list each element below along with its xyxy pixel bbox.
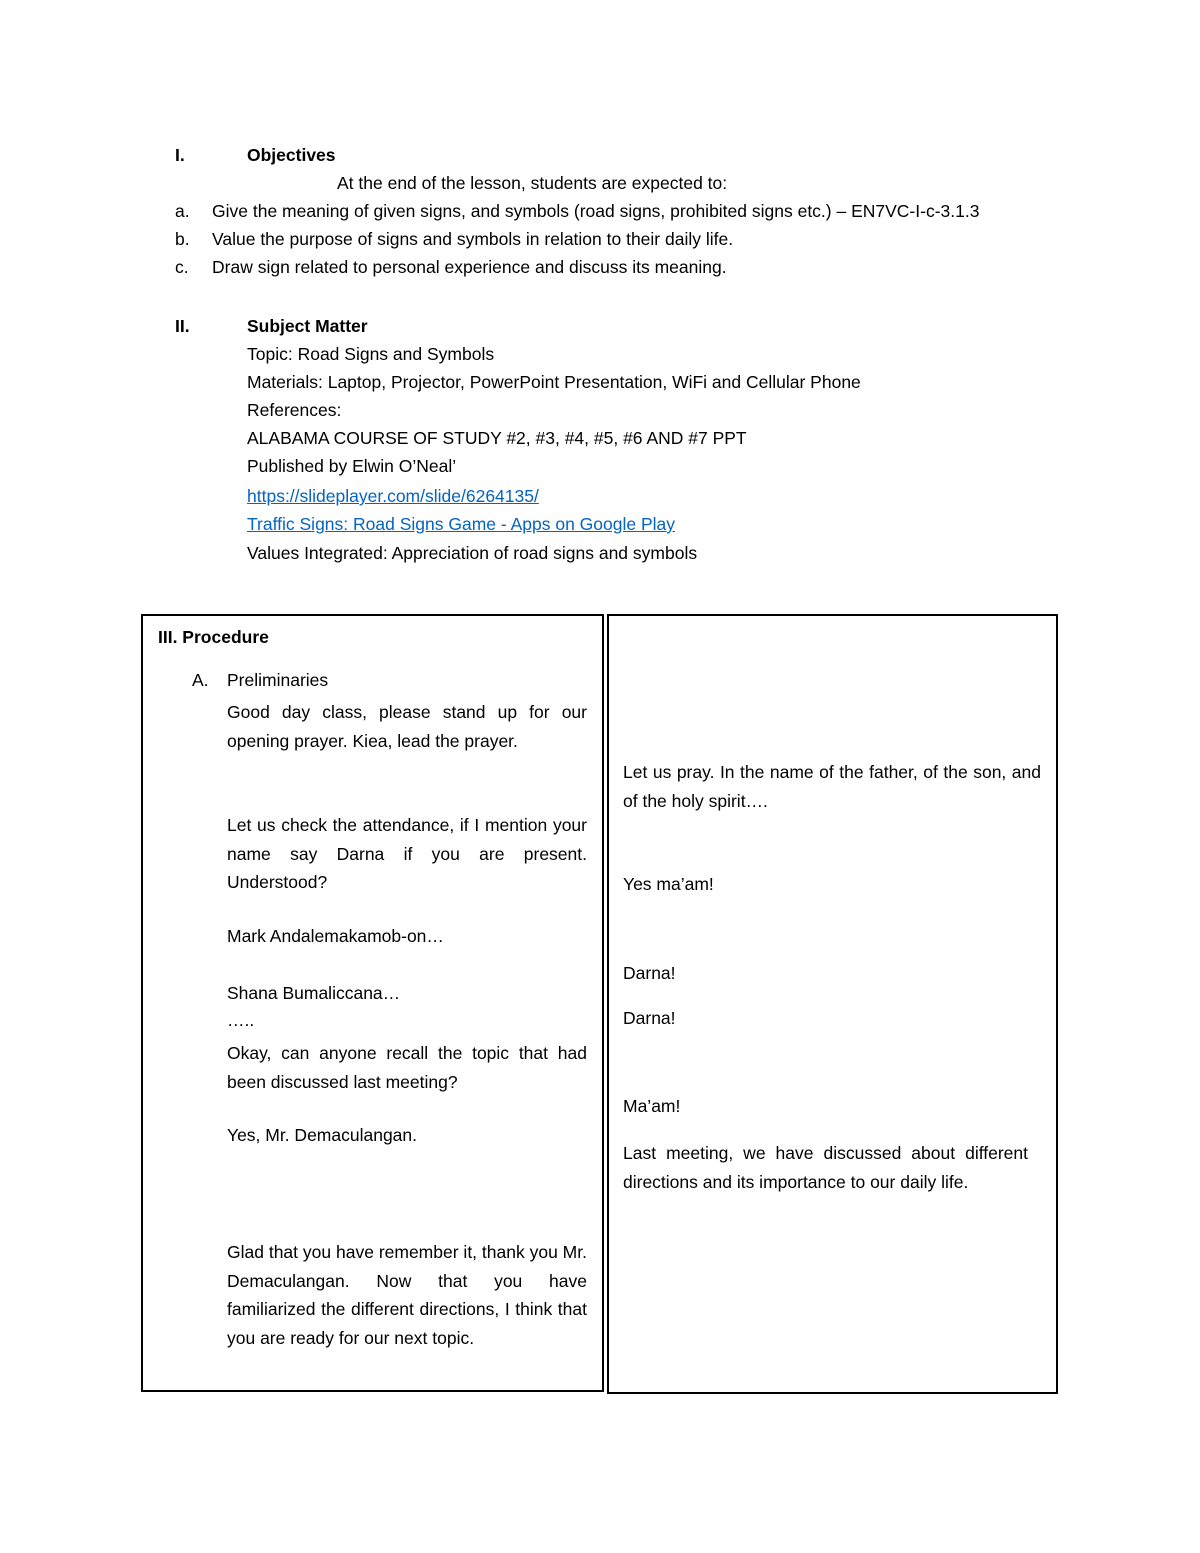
preliminaries-heading: Preliminaries bbox=[227, 670, 329, 690]
objective-a-text: Give the meaning of given signs, and symbols (road signs, prohibited signs etc.) – EN7VC-I-c-3.1.3 bbox=[212, 201, 980, 221]
google-play-link[interactable]: Traffic Signs: Road Signs Game - Apps on Google Play bbox=[247, 514, 675, 534]
student-recall-answer: Last meeting, we have discussed about different directions and its importance to our daily life. bbox=[623, 1143, 1028, 1192]
subject-published-by: Published by Elwin O’Neal’ bbox=[247, 456, 457, 476]
teacher-ellipsis: ….. bbox=[227, 1010, 255, 1030]
objective-b-marker: b. bbox=[175, 229, 190, 249]
preliminaries-marker: A. bbox=[192, 670, 209, 690]
procedure-student-box bbox=[607, 614, 1058, 1394]
objectives-intro: At the end of the lesson, students are expected to: bbox=[337, 173, 728, 193]
subject-topic: Topic: Road Signs and Symbols bbox=[247, 344, 495, 364]
objective-a-marker: a. bbox=[175, 201, 190, 221]
subject-materials: Materials: Laptop, Projector, PowerPoint Presentation, WiFi and Cellular Phone bbox=[247, 372, 861, 392]
subject-references-label: References: bbox=[247, 400, 342, 420]
student-yes-response: Yes ma’am! bbox=[623, 874, 714, 894]
objectives-heading: Objectives bbox=[247, 145, 336, 165]
teacher-closing-line: Glad that you have remember it, thank you Mr. Demaculangan. Now that you have familiarized the different directions, I think that you are ready for our next topic. bbox=[227, 1242, 587, 1348]
teacher-roll-name-2: Shana Bumaliccana… bbox=[227, 983, 401, 1003]
objective-c-text: Draw sign related to personal experience and discuss its meaning. bbox=[212, 257, 727, 277]
objective-b-text: Value the purpose of signs and symbols in relation to their daily life. bbox=[212, 229, 734, 249]
teacher-call-student: Yes, Mr. Demaculangan. bbox=[227, 1125, 418, 1145]
teacher-attendance-line: Let us check the attendance, if I mention your name say Darna if you are present. Understood? bbox=[227, 815, 587, 892]
student-prayer-response: Let us pray. In the name of the father, of the son, and of the holy spirit…. bbox=[623, 762, 1041, 811]
slideplayer-link[interactable]: https://slideplayer.com/slide/6264135/ bbox=[247, 486, 539, 506]
student-darna-response-1: Darna! bbox=[623, 963, 676, 983]
objective-c-marker: c. bbox=[175, 257, 189, 277]
student-maam-response: Ma’am! bbox=[623, 1096, 681, 1116]
teacher-prayer-line: Good day class, please stand up for our opening prayer. Kiea, lead the prayer. bbox=[227, 702, 587, 751]
student-darna-response-2: Darna! bbox=[623, 1008, 676, 1028]
subject-values: Values Integrated: Appreciation of road signs and symbols bbox=[247, 543, 698, 563]
subject-matter-numeral: II. bbox=[175, 316, 190, 336]
subject-matter-heading: Subject Matter bbox=[247, 316, 368, 336]
procedure-heading: III. Procedure bbox=[158, 627, 269, 647]
teacher-recall-question: Okay, can anyone recall the topic that had been discussed last meeting? bbox=[227, 1043, 587, 1092]
subject-reference-1: ALABAMA COURSE OF STUDY #2, #3, #4, #5, #6 AND #7 PPT bbox=[247, 428, 747, 448]
objectives-numeral: I. bbox=[175, 145, 185, 165]
teacher-roll-name-1: Mark Andalemakamob-on… bbox=[227, 926, 444, 946]
